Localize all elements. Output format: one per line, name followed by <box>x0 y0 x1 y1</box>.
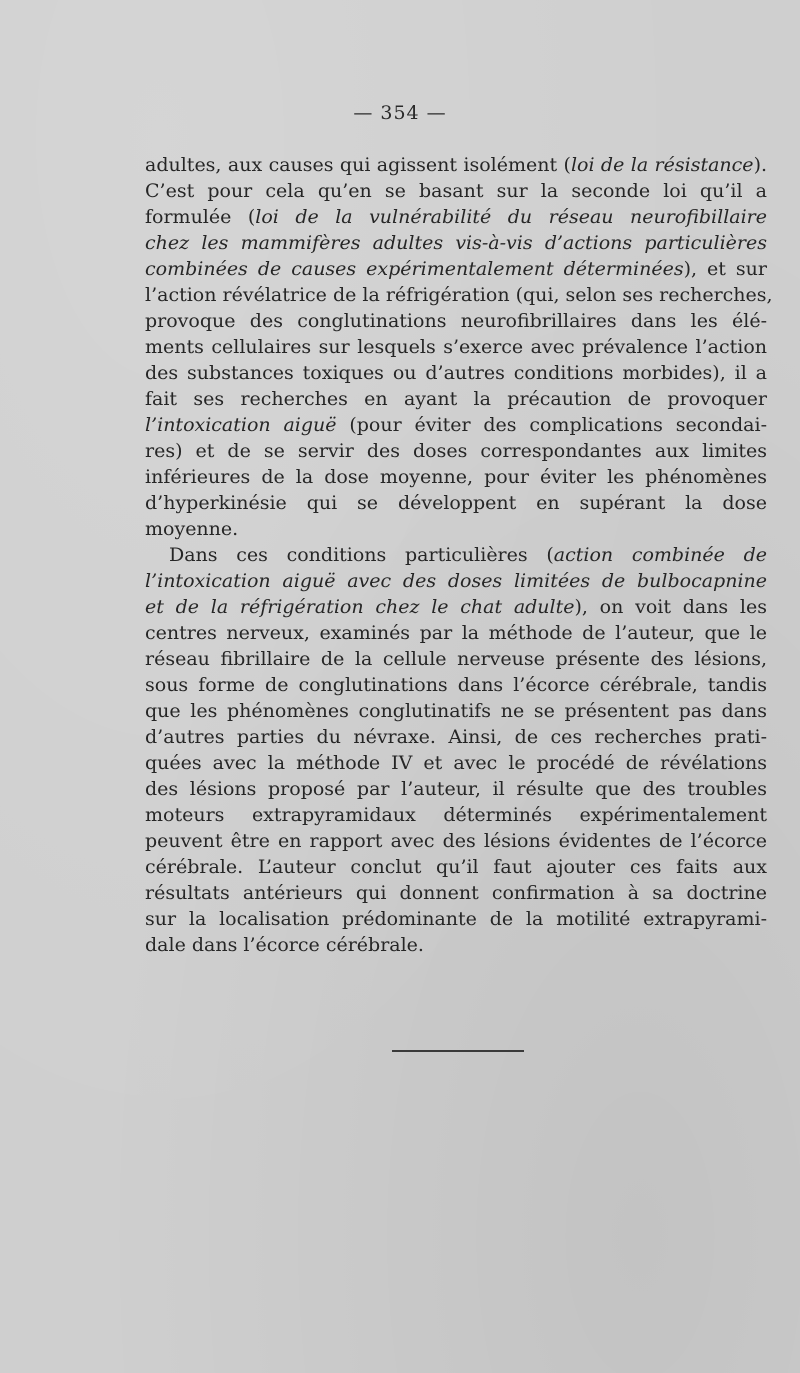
text-line: des substances toxiques ou d’autres conditions morbides), il a <box>145 362 767 384</box>
text-line: moteurs extrapyramidaux déterminés expérimentalement <box>145 804 767 826</box>
text-line: chez les mammifères adultes vis-à-vis d’actions particulières <box>145 232 767 254</box>
text-line: combinées de causes expérimentalement déterminées), et sur <box>145 258 767 280</box>
text-line: l’intoxication aiguë (pour éviter des complications secondai- <box>145 414 767 436</box>
text-line: C’est pour cela qu’en se basant sur la seconde loi qu’il a <box>145 180 767 202</box>
text-line: résultats antérieurs qui donnent confirmation à sa doctrine <box>145 882 767 904</box>
text-line: l’action révélatrice de la réfrigération (qui, selon ses recherches, <box>145 284 773 306</box>
text-line: peuvent être en rapport avec des lésions évidentes de l’écorce <box>145 830 767 852</box>
text-line: dale dans l’écorce cérébrale. <box>145 934 424 956</box>
text-line: ments cellulaires sur lesquels s’exerce avec prévalence l’action <box>145 336 767 358</box>
text-line: d’hyperkinésie qui se développent en supérant la dose <box>145 492 767 514</box>
text-line: des lésions proposé par l’auteur, il résulte que des troubles <box>145 778 767 800</box>
text-line: res) et de se servir des doses correspondantes aux limites <box>145 440 767 462</box>
end-rule <box>392 1050 524 1052</box>
text-line: que les phénomènes conglutinatifs ne se présentent pas dans <box>145 700 767 722</box>
text-line: moyenne. <box>145 518 239 540</box>
text-line: Dans ces conditions particulières (action combinée de <box>169 544 768 566</box>
text-line: fait ses recherches en ayant la précaution de provoquer <box>145 388 767 410</box>
text-line: sur la localisation prédominante de la motilité extrapyrami- <box>145 908 767 930</box>
page-number: — 354 — <box>353 102 447 124</box>
text-line: d’autres parties du névraxe. Ainsi, de ces recherches prati- <box>145 726 767 748</box>
text-line: et de la réfrigération chez le chat adulte), on voit dans les <box>145 596 767 618</box>
text-line: adultes, aux causes qui agissent isolément (loi de la résistance). <box>145 154 768 176</box>
text-line: l’intoxication aiguë avec des doses limitées de bulbocapnine <box>145 570 767 592</box>
text-line: centres nerveux, examinés par la méthode de l’auteur, que le <box>145 622 767 644</box>
body-text <box>145 152 773 958</box>
text-line: provoque des conglutinations neurofibrillaires dans les élé- <box>145 310 767 332</box>
text-line: réseau fibrillaire de la cellule nerveuse présente des lésions, <box>145 648 767 670</box>
text-line: inférieures de la dose moyenne, pour éviter les phénomènes <box>145 466 767 488</box>
text-line: cérébrale. L’auteur conclut qu’il faut ajouter ces faits aux <box>145 856 767 878</box>
text-line: quées avec la méthode IV et avec le procédé de révélations <box>145 752 767 774</box>
text-line: sous forme de conglutinations dans l’écorce cérébrale, tandis <box>145 674 767 696</box>
text-line: formulée (loi de la vulnérabilité du réseau neurofibillaire <box>145 206 768 228</box>
